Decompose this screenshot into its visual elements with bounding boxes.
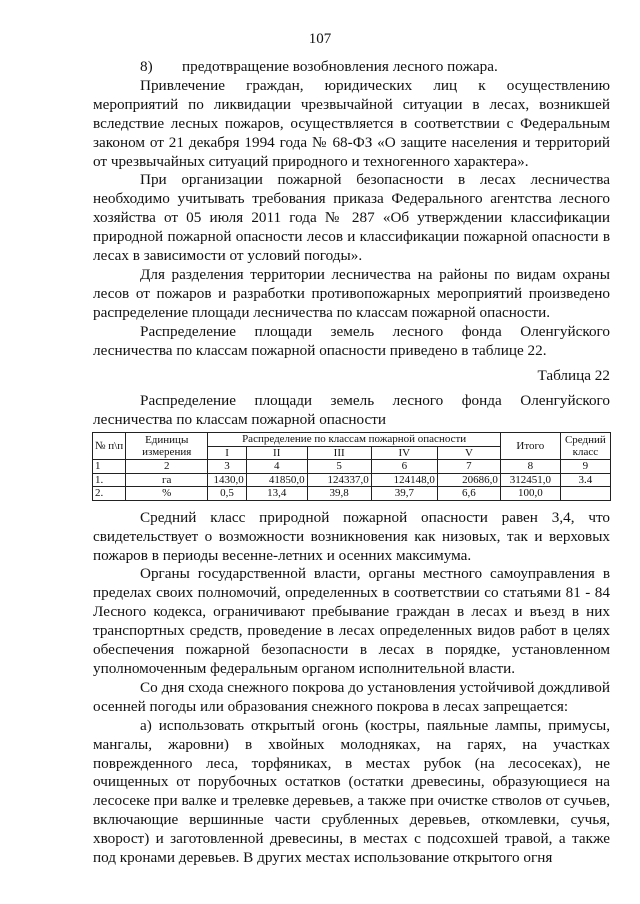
paragraph-citizens: Привлечение граждан, юридических лиц к осуществлению мероприятий по ликвидации чрезвычайной ситуации в лесах, возникшей вследствие лесных пожаров, осуществляется в соответствии с Федеральным законом от 21 декабря 1994 года № 68-ФЗ «О защите населения и территорий от чрезвычайных ситуаций природного и техногенного характера». bbox=[93, 76, 610, 170]
page-number: 107 bbox=[308, 31, 332, 47]
cell-class-4: 124148,0 bbox=[371, 473, 437, 487]
document-body bbox=[93, 58, 610, 868]
table-title: Распределение площади земель лесного фонда Оленгуйского лесничества по классам пожарной опасности bbox=[93, 392, 610, 429]
paragraph-item-a: а) использовать открытый огонь (костры, паяльные лампы, примусы, мангалы, жаровни) в хвойных молодняках, на гарях, на участках поврежденного леса, торфяниках, в местах рубок (на лесосеках), не очищенных от порубочных остатков (остатки древесины, образующиеся на лесосеке при валке и трелевке деревьев, а также при очистке стволов от сучьев, включающие вершинные части срубленных деревьев, откомлевки, сучья, хворост) и заготовленной древесины, в местах с подсохшей травой, а также под кронами деревьев. В других местах использование открытого огня bbox=[93, 716, 610, 867]
paragraph-authorities: Органы государственной власти, органы местного самоуправления в пределах своих полномочий, определенных в соответствии со статьями 81 - 84 Лесного кодекса, ограничивают пребывание граждан в лесах и въезд в них транспортных средств, проведение в лесах определенных видов работ в целях обеспечения пожарной безопасности в лесах в порядке, установленном уполномоченным федеральным органом исполнительной власти. bbox=[93, 565, 610, 677]
header-class-2: II bbox=[246, 446, 307, 460]
list-item-8 bbox=[93, 58, 610, 77]
row-number: 1. bbox=[93, 473, 126, 487]
row-unit: га bbox=[126, 473, 208, 487]
header-total: Итого bbox=[500, 433, 560, 460]
cell-class-3: 124337,0 bbox=[307, 473, 371, 487]
col-number: 2 bbox=[126, 460, 208, 474]
table-row bbox=[93, 487, 611, 501]
cell-class-1: 1430,0 bbox=[208, 473, 246, 487]
header-class-4: IV bbox=[371, 446, 437, 460]
paragraph-order-287: При организации пожарной безопасности в лесах лесничества необходимо учитывать требования приказа Федерального агентства лесного хозяйства от 05 июля 2011 года № 287 «Об утверждении классификации природной пожарной опасности лесов и классификации пожарной опасности в лесах в зависимости от условий погоды». bbox=[93, 171, 610, 265]
cell-total: 312451,0 bbox=[500, 473, 560, 487]
cell-class-5: 20686,0 bbox=[437, 473, 500, 487]
cell-class-2: 13,4 bbox=[246, 487, 307, 501]
paragraph-average-class: Средний класс природной пожарной опасности равен 3,4, что свидетельствует о возможности возникновения как низовых, так и верховых пожаров в периоды весенне-летних и осенних максимума. bbox=[93, 508, 610, 564]
header-units: Единицы измерения bbox=[126, 433, 208, 460]
row-number: 2. bbox=[93, 487, 126, 501]
col-number: 3 bbox=[208, 460, 246, 474]
cell-class-2: 41850,0 bbox=[246, 473, 307, 487]
paragraph-table-ref: Распределение площади земель лесного фонда Оленгуйского лесничества по классам пожарной опасности приведено в таблице 22. bbox=[93, 322, 610, 359]
cell-class-3: 39,8 bbox=[307, 487, 371, 501]
paragraph-prohibited: Со дня схода снежного покрова до установления устойчивой дождливой осенней погоды или образования снежного покрова в лесах запрещается: bbox=[93, 678, 610, 715]
cell-class-4: 39,7 bbox=[371, 487, 437, 501]
header-class-1: I bbox=[208, 446, 246, 460]
table-header-row bbox=[93, 433, 611, 447]
col-number: 9 bbox=[560, 460, 610, 474]
header-avg-class: Средний класс bbox=[560, 433, 610, 460]
table-column-numbers-row bbox=[93, 460, 611, 474]
paragraph-zoning: Для разделения территории лесничества на районы по видам охраны лесов от пожаров и разработки противопожарных мероприятий произведено распределение площади лесничества по классам пожарной опасности. bbox=[93, 265, 610, 321]
col-number: 5 bbox=[307, 460, 371, 474]
cell-class-1: 0,5 bbox=[208, 487, 246, 501]
header-class-3: III bbox=[307, 446, 371, 460]
col-number: 1 bbox=[93, 460, 126, 474]
list-item-text: предотвращение возобновления лесного пожара. bbox=[182, 58, 498, 75]
cell-avg-class: 3.4 bbox=[560, 473, 610, 487]
row-unit: % bbox=[126, 487, 208, 501]
table-label: Таблица 22 bbox=[537, 366, 610, 384]
col-number: 6 bbox=[371, 460, 437, 474]
col-number: 4 bbox=[246, 460, 307, 474]
cell-avg-class bbox=[560, 487, 610, 501]
col-number: 8 bbox=[500, 460, 560, 474]
fire-class-table bbox=[92, 432, 611, 501]
header-num: № п\п bbox=[93, 433, 126, 460]
col-number: 7 bbox=[437, 460, 500, 474]
cell-total: 100,0 bbox=[500, 487, 560, 501]
table-row bbox=[93, 473, 611, 487]
header-class-5: V bbox=[437, 446, 500, 460]
header-distribution: Распределение по классам пожарной опасности bbox=[208, 433, 501, 447]
list-item-number: 8) bbox=[140, 58, 153, 75]
cell-class-5: 6,6 bbox=[437, 487, 500, 501]
